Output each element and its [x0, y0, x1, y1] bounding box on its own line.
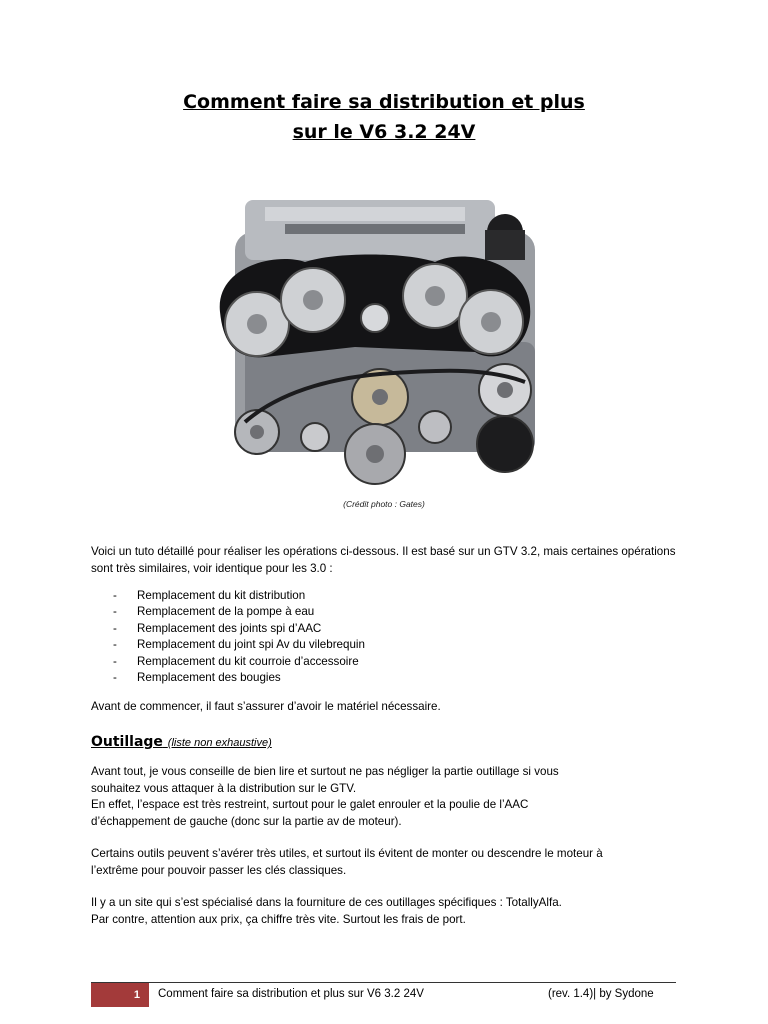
paragraph-line: l’extrême pour pouvoir passer les clés classiques.	[91, 863, 347, 877]
tooling-paragraph-2	[91, 846, 691, 879]
photo-caption: (Crédit photo : Gates)	[343, 499, 425, 509]
list-item: - Remplacement du kit distribution	[113, 588, 365, 604]
paragraph-line: En effet, l’espace est très restreint, surtout pour le galet enrouler et la poulie de l’AAC	[91, 798, 529, 811]
list-item: - Remplacement de la pompe à eau	[113, 604, 365, 620]
paragraph-line: Il y a un site qui s’est spécialisé dans la fourniture de ces outillages spécifiques : TotallyAlfa.	[91, 896, 562, 909]
intro-paragraph	[91, 544, 691, 577]
footer-page-number: 1	[91, 983, 149, 1007]
paragraph-line: d’échappement de gauche (donc sur la partie av de moteur).	[91, 814, 402, 828]
footer-divider	[91, 982, 676, 983]
before-start-text: Avant de commencer, il faut s’assurer d’avoir le matériel nécessaire.	[91, 700, 441, 713]
footer-title: Comment faire sa distribution et plus sur V6 3.2 24V	[158, 988, 424, 1000]
section-heading	[91, 734, 272, 750]
document-title-line-2: sur le V6 3.2 24V	[292, 121, 476, 143]
list-item: - Remplacement des joints spi d’AAC	[113, 621, 365, 637]
tooling-paragraph-1	[91, 764, 691, 830]
intro-text: Voici un tuto détaillé pour réaliser les opérations ci-dessous. Il est basé sur un GTV 3.2, mais certaines opérations sont très similaires, voir identique pour les 3.0 :	[91, 545, 676, 575]
list-item: - Remplacement du joint spi Av du vilebrequin	[113, 637, 365, 653]
list-item: - Remplacement du kit courroie d’accessoire	[113, 654, 365, 670]
footer-revision: (rev. 1.4)| by Sydone	[548, 988, 654, 1000]
paragraph-line: Par contre, attention aux prix, ça chiffre très vite. Surtout les frais de port.	[91, 912, 466, 926]
operations-list	[113, 588, 365, 686]
paragraph-line: Avant tout, je vous conseille de bien lire et surtout ne pas négliger la partie outillage si vous	[91, 765, 559, 778]
section-note: (liste non exhaustive)	[167, 737, 272, 749]
paragraph-line: Certains outils peuvent s’avérer très utiles, et surtout ils évitent de monter ou descendre le moteur à	[91, 847, 603, 860]
paragraph-line: souhaitez vous attaquer à la distribution sur le GTV.	[91, 781, 357, 795]
engine-photo	[205, 192, 565, 497]
section-heading-text: Outillage	[91, 734, 163, 750]
tooling-paragraph-3	[91, 895, 691, 928]
list-item: - Remplacement des bougies	[113, 670, 365, 686]
document-title-line-1: Comment faire sa distribution et plus	[183, 91, 585, 113]
before-start-paragraph	[91, 699, 691, 716]
